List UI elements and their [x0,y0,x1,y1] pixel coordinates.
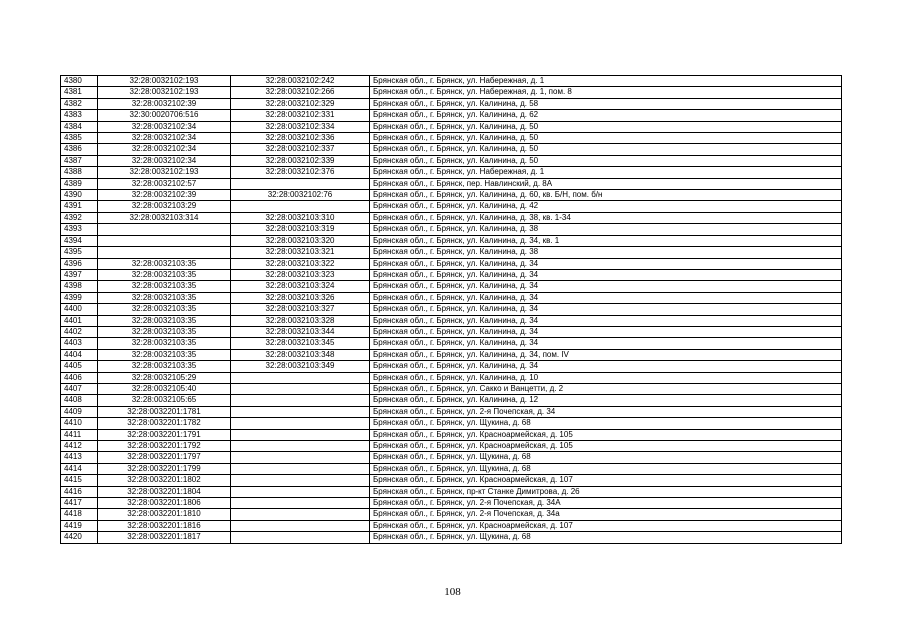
row-number-cell: 4393 [61,224,98,235]
address-cell: Брянская обл., г. Брянск, ул. Калинина, д. 60, кв. Б/Н, пом. б/н [370,190,842,201]
cadastral-number-cell: 32:28:0032103:35 [98,315,231,326]
row-number-cell: 4394 [61,235,98,246]
row-number-cell: 4414 [61,463,98,474]
address-cell: Брянская обл., г. Брянск, ул. Калинина, д. 42 [370,201,842,212]
linked-cadastral-number-cell [231,406,370,417]
address-cell: Брянская обл., г. Брянск, ул. Набережная, д. 1 [370,167,842,178]
row-number-cell: 4384 [61,121,98,132]
table-row [61,247,842,258]
cadastral-number-cell: 32:28:0032201:1799 [98,463,231,474]
address-cell: Брянская обл., г. Брянск, ул. Калинина, д. 58 [370,98,842,109]
address-cell: Брянская обл., г. Брянск, ул. Калинина, д. 50 [370,155,842,166]
linked-cadastral-number-cell [231,418,370,429]
row-number-cell: 4383 [61,110,98,121]
row-number-cell: 4387 [61,155,98,166]
table-row [61,463,842,474]
cadastral-number-cell: 32:28:0032201:1816 [98,520,231,531]
table-row [61,498,842,509]
cadastral-number-cell: 32:28:0032103:314 [98,212,231,223]
table-row [61,167,842,178]
address-cell: Брянская обл., г. Брянск, ул. Калинина, д. 34 [370,258,842,269]
table-row [61,155,842,166]
cadastral-number-cell: 32:28:0032201:1792 [98,441,231,452]
row-number-cell: 4407 [61,383,98,394]
table-row [61,429,842,440]
row-number-cell: 4419 [61,520,98,531]
row-number-cell: 4390 [61,190,98,201]
linked-cadastral-number-cell: 32:28:0032102:336 [231,133,370,144]
address-cell: Брянская обл., г. Брянск, ул. Сакко и Ванцетти, д. 2 [370,383,842,394]
cadastral-number-cell: 32:28:0032201:1810 [98,509,231,520]
cadastral-number-cell: 32:30:0020706:516 [98,110,231,121]
linked-cadastral-number-cell [231,532,370,543]
address-cell: Брянская обл., г. Брянск, ул. Калинина, д. 34 [370,326,842,337]
table-row [61,87,842,98]
cadastral-number-cell: 32:28:0032102:34 [98,144,231,155]
row-number-cell: 4409 [61,406,98,417]
linked-cadastral-number-cell [231,452,370,463]
linked-cadastral-number-cell: 32:28:0032103:322 [231,258,370,269]
address-cell: Брянская обл., г. Брянск, ул. Калинина, д. 34 [370,292,842,303]
table-row [61,212,842,223]
address-cell: Брянская обл., г. Брянск, ул. 2-я Почепская, д. 34А [370,498,842,509]
linked-cadastral-number-cell: 32:28:0032103:321 [231,247,370,258]
linked-cadastral-number-cell: 32:28:0032103:348 [231,349,370,360]
row-number-cell: 4404 [61,349,98,360]
address-cell: Брянская обл., г. Брянск, ул. Калинина, д. 34 [370,315,842,326]
linked-cadastral-number-cell: 32:28:0032102:337 [231,144,370,155]
address-cell: Брянская обл., г. Брянск, ул. Набережная, д. 1, пом. 8 [370,87,842,98]
table-row [61,224,842,235]
cadastral-number-cell: 32:28:0032201:1817 [98,532,231,543]
linked-cadastral-number-cell [231,383,370,394]
row-number-cell: 4396 [61,258,98,269]
row-number-cell: 4415 [61,475,98,486]
cadastral-number-cell: 32:28:0032103:35 [98,338,231,349]
row-number-cell: 4416 [61,486,98,497]
row-number-cell: 4381 [61,87,98,98]
address-cell: Брянская обл., г. Брянск, ул. Калинина, д. 34, пом. IV [370,349,842,360]
address-cell: Брянская обл., г. Брянск, ул. Щукина, д. 68 [370,418,842,429]
cadastral-number-cell [98,224,231,235]
cadastral-number-cell: 32:28:0032201:1804 [98,486,231,497]
address-cell: Брянская обл., г. Брянск, ул. Щукина, д. 68 [370,532,842,543]
table-row [61,281,842,292]
address-cell: Брянская обл., г. Брянск, ул. Калинина, д. 34 [370,338,842,349]
table-row [61,418,842,429]
table-row [61,235,842,246]
table-row [61,349,842,360]
table-row [61,520,842,531]
address-cell: Брянская обл., г. Брянск, ул. Калинина, д. 38 [370,224,842,235]
address-cell: Брянская обл., г. Брянск, ул. Калинина, д. 12 [370,395,842,406]
address-cell: Брянская обл., г. Брянск, ул. Красноармейская, д. 105 [370,441,842,452]
address-cell: Брянская обл., г. Брянск, ул. Щукина, д. 68 [370,463,842,474]
table-row [61,509,842,520]
row-number-cell: 4389 [61,178,98,189]
linked-cadastral-number-cell: 32:28:0032102:376 [231,167,370,178]
linked-cadastral-number-cell [231,441,370,452]
table-row [61,269,842,280]
address-cell: Брянская обл., г. Брянск, пер. Навлинский, д. 8А [370,178,842,189]
linked-cadastral-number-cell: 32:28:0032103:319 [231,224,370,235]
address-cell: Брянская обл., г. Брянск, ул. Красноармейская, д. 107 [370,475,842,486]
linked-cadastral-number-cell: 32:28:0032103:345 [231,338,370,349]
table-row [61,258,842,269]
table-row [61,486,842,497]
address-cell: Брянская обл., г. Брянск, пр-кт Станке Димитрова, д. 26 [370,486,842,497]
row-number-cell: 4420 [61,532,98,543]
linked-cadastral-number-cell [231,486,370,497]
table-row [61,201,842,212]
row-number-cell: 4403 [61,338,98,349]
row-number-cell: 4385 [61,133,98,144]
row-number-cell: 4392 [61,212,98,223]
address-cell: Брянская обл., г. Брянск, ул. Калинина, д. 50 [370,121,842,132]
address-cell: Брянская обл., г. Брянск, ул. 2-я Почепская, д. 34а [370,509,842,520]
cadastral-number-cell: 32:28:0032105:40 [98,383,231,394]
table-row [61,441,842,452]
row-number-cell: 4398 [61,281,98,292]
address-cell: Брянская обл., г. Брянск, ул. Красноармейская, д. 105 [370,429,842,440]
row-number-cell: 4388 [61,167,98,178]
address-cell: Брянская обл., г. Брянск, ул. Калинина, д. 10 [370,372,842,383]
linked-cadastral-number-cell [231,463,370,474]
linked-cadastral-number-cell: 32:28:0032103:328 [231,315,370,326]
table-row [61,76,842,87]
cadastral-number-cell: 32:28:0032103:35 [98,304,231,315]
address-cell: Брянская обл., г. Брянск, ул. Калинина, д. 34 [370,269,842,280]
table-row [61,326,842,337]
cadastral-number-cell: 32:28:0032201:1791 [98,429,231,440]
address-cell: Брянская обл., г. Брянск, ул. Калинина, д. 34 [370,304,842,315]
cadastral-number-cell: 32:28:0032102:193 [98,167,231,178]
table-row [61,372,842,383]
table-row [61,315,842,326]
cadastral-number-cell: 32:28:0032102:34 [98,121,231,132]
table-row [61,361,842,372]
table-row [61,532,842,543]
linked-cadastral-number-cell [231,509,370,520]
table-row [61,395,842,406]
linked-cadastral-number-cell [231,201,370,212]
address-cell: Брянская обл., г. Брянск, ул. Калинина, д. 50 [370,133,842,144]
cadastral-number-cell: 32:28:0032201:1782 [98,418,231,429]
cadastral-number-cell: 32:28:0032201:1781 [98,406,231,417]
row-number-cell: 4395 [61,247,98,258]
cadastral-number-cell [98,235,231,246]
linked-cadastral-number-cell: 32:28:0032102:339 [231,155,370,166]
cadastral-number-cell: 32:28:0032102:39 [98,190,231,201]
table-row [61,383,842,394]
cadastral-number-cell: 32:28:0032201:1806 [98,498,231,509]
row-number-cell: 4402 [61,326,98,337]
linked-cadastral-number-cell [231,498,370,509]
table-row [61,190,842,201]
row-number-cell: 4380 [61,76,98,87]
linked-cadastral-number-cell: 32:28:0032102:242 [231,76,370,87]
table-row [61,144,842,155]
address-cell: Брянская обл., г. Брянск, ул. Набережная, д. 1 [370,76,842,87]
table-row [61,406,842,417]
linked-cadastral-number-cell: 32:28:0032102:266 [231,87,370,98]
address-cell: Брянская обл., г. Брянск, ул. Щукина, д. 68 [370,452,842,463]
address-cell: Брянская обл., г. Брянск, ул. Калинина, д. 34 [370,281,842,292]
row-number-cell: 4397 [61,269,98,280]
cadastral-number-cell: 32:28:0032201:1802 [98,475,231,486]
table-body [61,76,842,544]
cadastral-number-cell: 32:28:0032105:65 [98,395,231,406]
address-cell: Брянская обл., г. Брянск, ул. Калинина, д. 34 [370,361,842,372]
linked-cadastral-number-cell: 32:28:0032103:349 [231,361,370,372]
table-row [61,121,842,132]
table-row [61,178,842,189]
document-table [60,75,842,544]
cadastral-number-cell: 32:28:0032103:35 [98,281,231,292]
linked-cadastral-number-cell [231,395,370,406]
linked-cadastral-number-cell [231,429,370,440]
linked-cadastral-number-cell: 32:28:0032102:329 [231,98,370,109]
address-cell: Брянская обл., г. Брянск, ул. Калинина, д. 50 [370,144,842,155]
cadastral-number-cell: 32:28:0032102:193 [98,87,231,98]
cadastral-number-cell: 32:28:0032102:34 [98,155,231,166]
table-row [61,98,842,109]
row-number-cell: 4382 [61,98,98,109]
cadastral-number-cell: 32:28:0032103:35 [98,292,231,303]
linked-cadastral-number-cell: 32:28:0032103:324 [231,281,370,292]
table-row [61,133,842,144]
row-number-cell: 4417 [61,498,98,509]
linked-cadastral-number-cell: 32:28:0032103:320 [231,235,370,246]
linked-cadastral-number-cell [231,520,370,531]
row-number-cell: 4412 [61,441,98,452]
cadastral-number-cell: 32:28:0032103:29 [98,201,231,212]
address-cell: Брянская обл., г. Брянск, ул. Красноармейская, д. 107 [370,520,842,531]
row-number-cell: 4410 [61,418,98,429]
linked-cadastral-number-cell: 32:28:0032103:323 [231,269,370,280]
cadastral-number-cell: 32:28:0032103:35 [98,361,231,372]
row-number-cell: 4386 [61,144,98,155]
table-row [61,110,842,121]
linked-cadastral-number-cell: 32:28:0032102:76 [231,190,370,201]
cadastral-number-cell: 32:28:0032103:35 [98,269,231,280]
linked-cadastral-number-cell: 32:28:0032103:327 [231,304,370,315]
table-row [61,475,842,486]
cadastral-number-cell: 32:28:0032105:29 [98,372,231,383]
linked-cadastral-number-cell: 32:28:0032103:344 [231,326,370,337]
row-number-cell: 4413 [61,452,98,463]
cadastral-number-cell [98,247,231,258]
cadastral-number-cell: 32:28:0032103:35 [98,326,231,337]
row-number-cell: 4406 [61,372,98,383]
page-number: 108 [444,586,461,598]
cadastral-number-cell: 32:28:0032102:193 [98,76,231,87]
cadastral-number-cell: 32:28:0032103:35 [98,349,231,360]
linked-cadastral-number-cell [231,475,370,486]
linked-cadastral-number-cell [231,372,370,383]
address-cell: Брянская обл., г. Брянск, ул. 2-я Почепская, д. 34 [370,406,842,417]
table-row [61,452,842,463]
row-number-cell: 4418 [61,509,98,520]
row-number-cell: 4400 [61,304,98,315]
row-number-cell: 4399 [61,292,98,303]
address-cell: Брянская обл., г. Брянск, ул. Калинина, д. 38, кв. 1-34 [370,212,842,223]
cadastral-number-cell: 32:28:0032102:34 [98,133,231,144]
row-number-cell: 4408 [61,395,98,406]
address-cell: Брянская обл., г. Брянск, ул. Калинина, д. 62 [370,110,842,121]
linked-cadastral-number-cell: 32:28:0032102:334 [231,121,370,132]
cadastral-number-cell: 32:28:0032102:57 [98,178,231,189]
table-row [61,304,842,315]
cadastral-number-cell: 32:28:0032103:35 [98,258,231,269]
table-row [61,292,842,303]
row-number-cell: 4405 [61,361,98,372]
linked-cadastral-number-cell: 32:28:0032102:331 [231,110,370,121]
row-number-cell: 4411 [61,429,98,440]
cadastral-number-cell: 32:28:0032102:39 [98,98,231,109]
linked-cadastral-number-cell: 32:28:0032103:326 [231,292,370,303]
row-number-cell: 4391 [61,201,98,212]
table-row [61,338,842,349]
linked-cadastral-number-cell [231,178,370,189]
address-cell: Брянская обл., г. Брянск, ул. Калинина, д. 34, кв. 1 [370,235,842,246]
address-cell: Брянская обл., г. Брянск, ул. Калинина, д. 38 [370,247,842,258]
row-number-cell: 4401 [61,315,98,326]
linked-cadastral-number-cell: 32:28:0032103:310 [231,212,370,223]
cadastral-number-cell: 32:28:0032201:1797 [98,452,231,463]
